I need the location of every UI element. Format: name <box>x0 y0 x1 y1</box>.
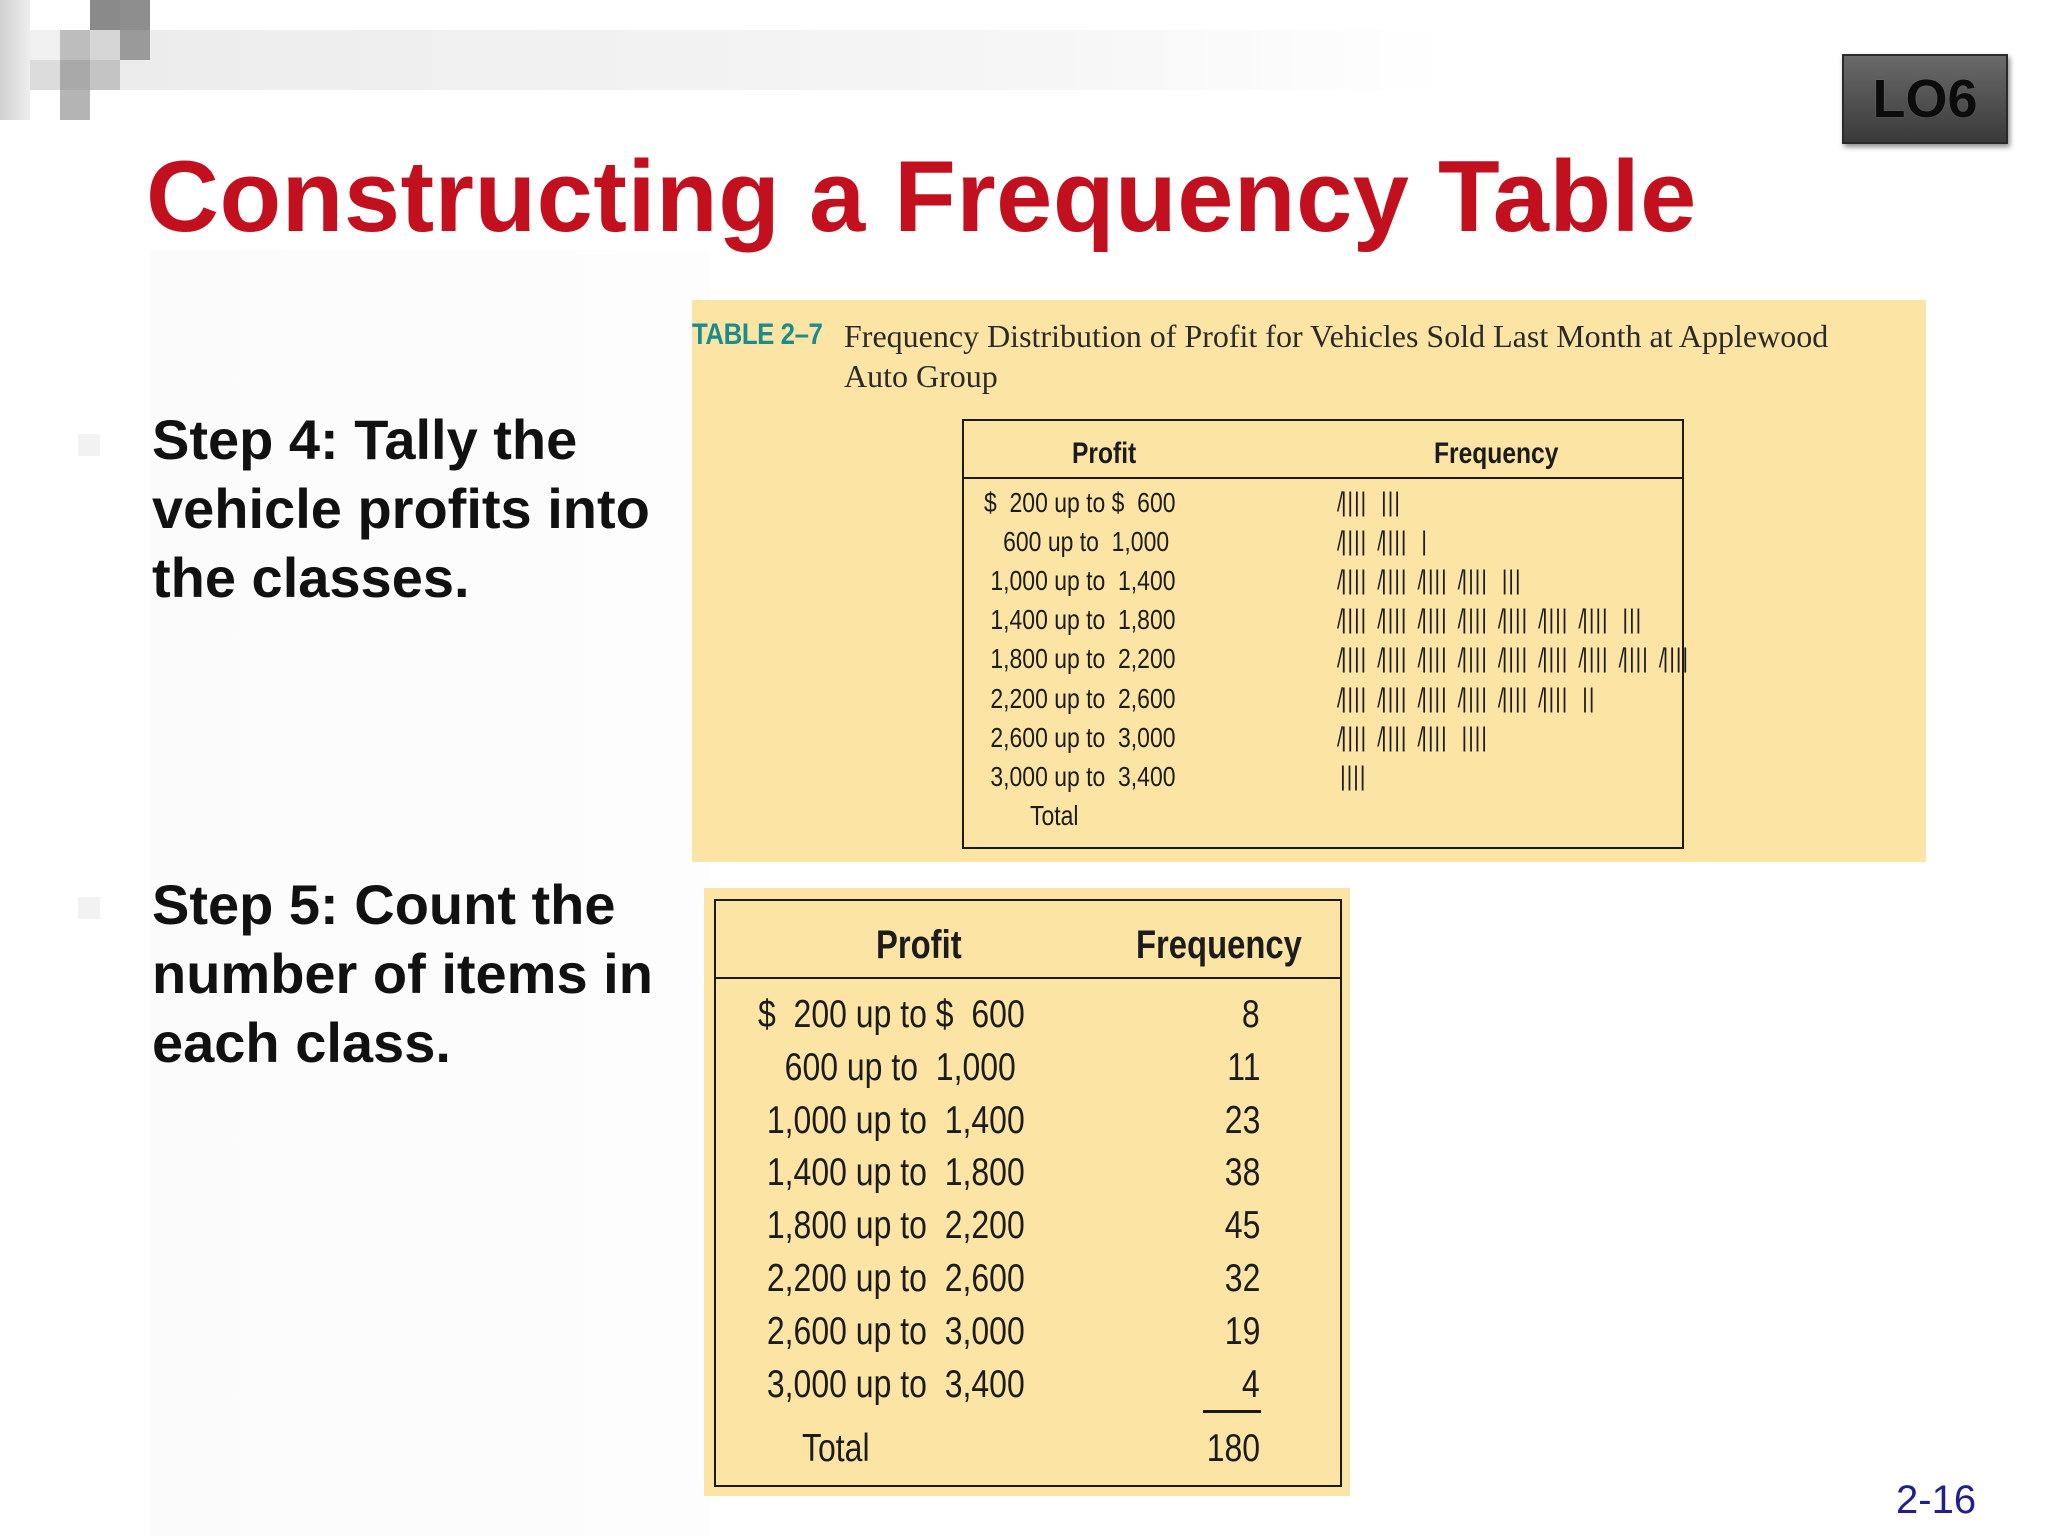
count-row-frequency: 8 <box>1242 993 1260 1036</box>
step-5-line-2: number of items in <box>152 942 653 1005</box>
slide-title: Constructing a Frequency Table <box>146 141 1697 253</box>
count-row-profit: 600 up to 1,000 <box>758 1045 1016 1089</box>
step-5-line-3: each class. <box>152 1011 451 1074</box>
count-row-profit: 1,400 up to 1,800 <box>758 1151 1025 1195</box>
tally-row-profit: 600 up to 1,000 <box>984 526 1170 558</box>
step-5-line-1: Step 5: Count the <box>152 873 616 936</box>
count-row-frequency: 23 <box>1224 1098 1260 1142</box>
frequency-column-header: Frequency <box>1136 923 1302 967</box>
tally-row-profit: 2,200 up to 2,600 <box>984 682 1176 714</box>
step-4-line-2: vehicle profits into <box>152 477 650 540</box>
count-row-profit: 2,200 up to 2,600 <box>758 1257 1025 1300</box>
tally-total-label: Total <box>1030 799 1079 831</box>
tally-row-marks: |||| <box>1340 760 1367 791</box>
count-row-frequency: 11 <box>1226 1045 1260 1089</box>
count-row-profit: 3,000 up to 3,400 <box>758 1362 1025 1406</box>
total-rule <box>1203 1410 1261 1413</box>
tally-row-marks: ̸|||| ̸|||| | <box>1340 526 1428 557</box>
header-gradient-bar <box>120 30 1450 90</box>
count-row-frequency: 32 <box>1224 1257 1260 1300</box>
count-row-frequency: 4 <box>1242 1362 1260 1406</box>
count-table <box>714 899 1342 1487</box>
tally-row-profit: 3,000 up to 3,400 <box>984 760 1176 792</box>
step-5-text <box>152 870 653 1077</box>
tally-row-marks: ̸|||| ̸|||| ̸|||| ̸|||| ||| <box>1340 565 1522 596</box>
count-total-value: 180 <box>1206 1427 1260 1471</box>
learning-objective-badge <box>1842 54 2008 144</box>
tally-row-profit: 2,600 up to 3,000 <box>984 721 1176 753</box>
count-table-header <box>716 901 1340 979</box>
tally-row-profit: 1,000 up to 1,400 <box>984 565 1176 597</box>
count-row-frequency: 45 <box>1224 1204 1260 1248</box>
count-row-frequency: 38 <box>1224 1151 1260 1195</box>
frequency-column-header: Frequency <box>1434 437 1559 470</box>
tally-table <box>962 419 1689 849</box>
bullet-marker <box>78 897 100 919</box>
page-number: 2-16 <box>1896 1478 1977 1522</box>
count-row-profit: 2,600 up to 3,000 <box>758 1309 1025 1353</box>
tally-row-marks: ̸|||| ||| <box>1340 487 1401 517</box>
count-row-profit: 1,800 up to 2,200 <box>758 1204 1025 1248</box>
table-caption: Frequency Distribution of Profit for Vehicles Sold Last Month at Applewood Auto Group <box>844 318 1829 394</box>
count-total-label: Total <box>802 1427 870 1471</box>
corner-squares-decoration <box>0 0 160 130</box>
table-number-label: TABLE 2–7 <box>692 318 823 351</box>
badge-label: LO6 <box>1872 69 1978 129</box>
tally-table-header <box>964 421 1682 479</box>
tally-row-marks: ̸|||| ̸|||| ̸|||| ̸|||| ̸|||| ̸|||| ̸|||| ̸|||| ̸|||| <box>1340 643 1689 674</box>
count-row-frequency: 19 <box>1224 1309 1260 1353</box>
tally-row-profit: 1,400 up to 1,800 <box>984 604 1176 636</box>
step-4-line-3: the classes. <box>152 546 470 609</box>
tally-row-marks: ̸|||| ̸|||| ̸|||| ̸|||| ̸|||| ̸|||| || <box>1340 682 1596 713</box>
tally-row-marks: ̸|||| ̸|||| ̸|||| |||| <box>1340 721 1488 752</box>
tally-row-marks: ̸|||| ̸|||| ̸|||| ̸|||| ̸|||| ̸|||| ̸|||| ||| <box>1340 604 1643 635</box>
profit-column-header: Profit <box>1072 437 1137 470</box>
step-4-text <box>152 405 650 612</box>
tally-row-profit: $ 200 up to $ 600 <box>984 487 1176 518</box>
step-4-line-1: Step 4: Tally the <box>152 408 578 471</box>
profit-column-header: Profit <box>876 923 962 967</box>
count-row-profit: 1,000 up to 1,400 <box>758 1098 1025 1142</box>
bullet-marker <box>78 434 100 456</box>
tally-row-profit: 1,800 up to 2,200 <box>984 643 1176 675</box>
count-row-profit: $ 200 up to $ 600 <box>758 993 1025 1036</box>
